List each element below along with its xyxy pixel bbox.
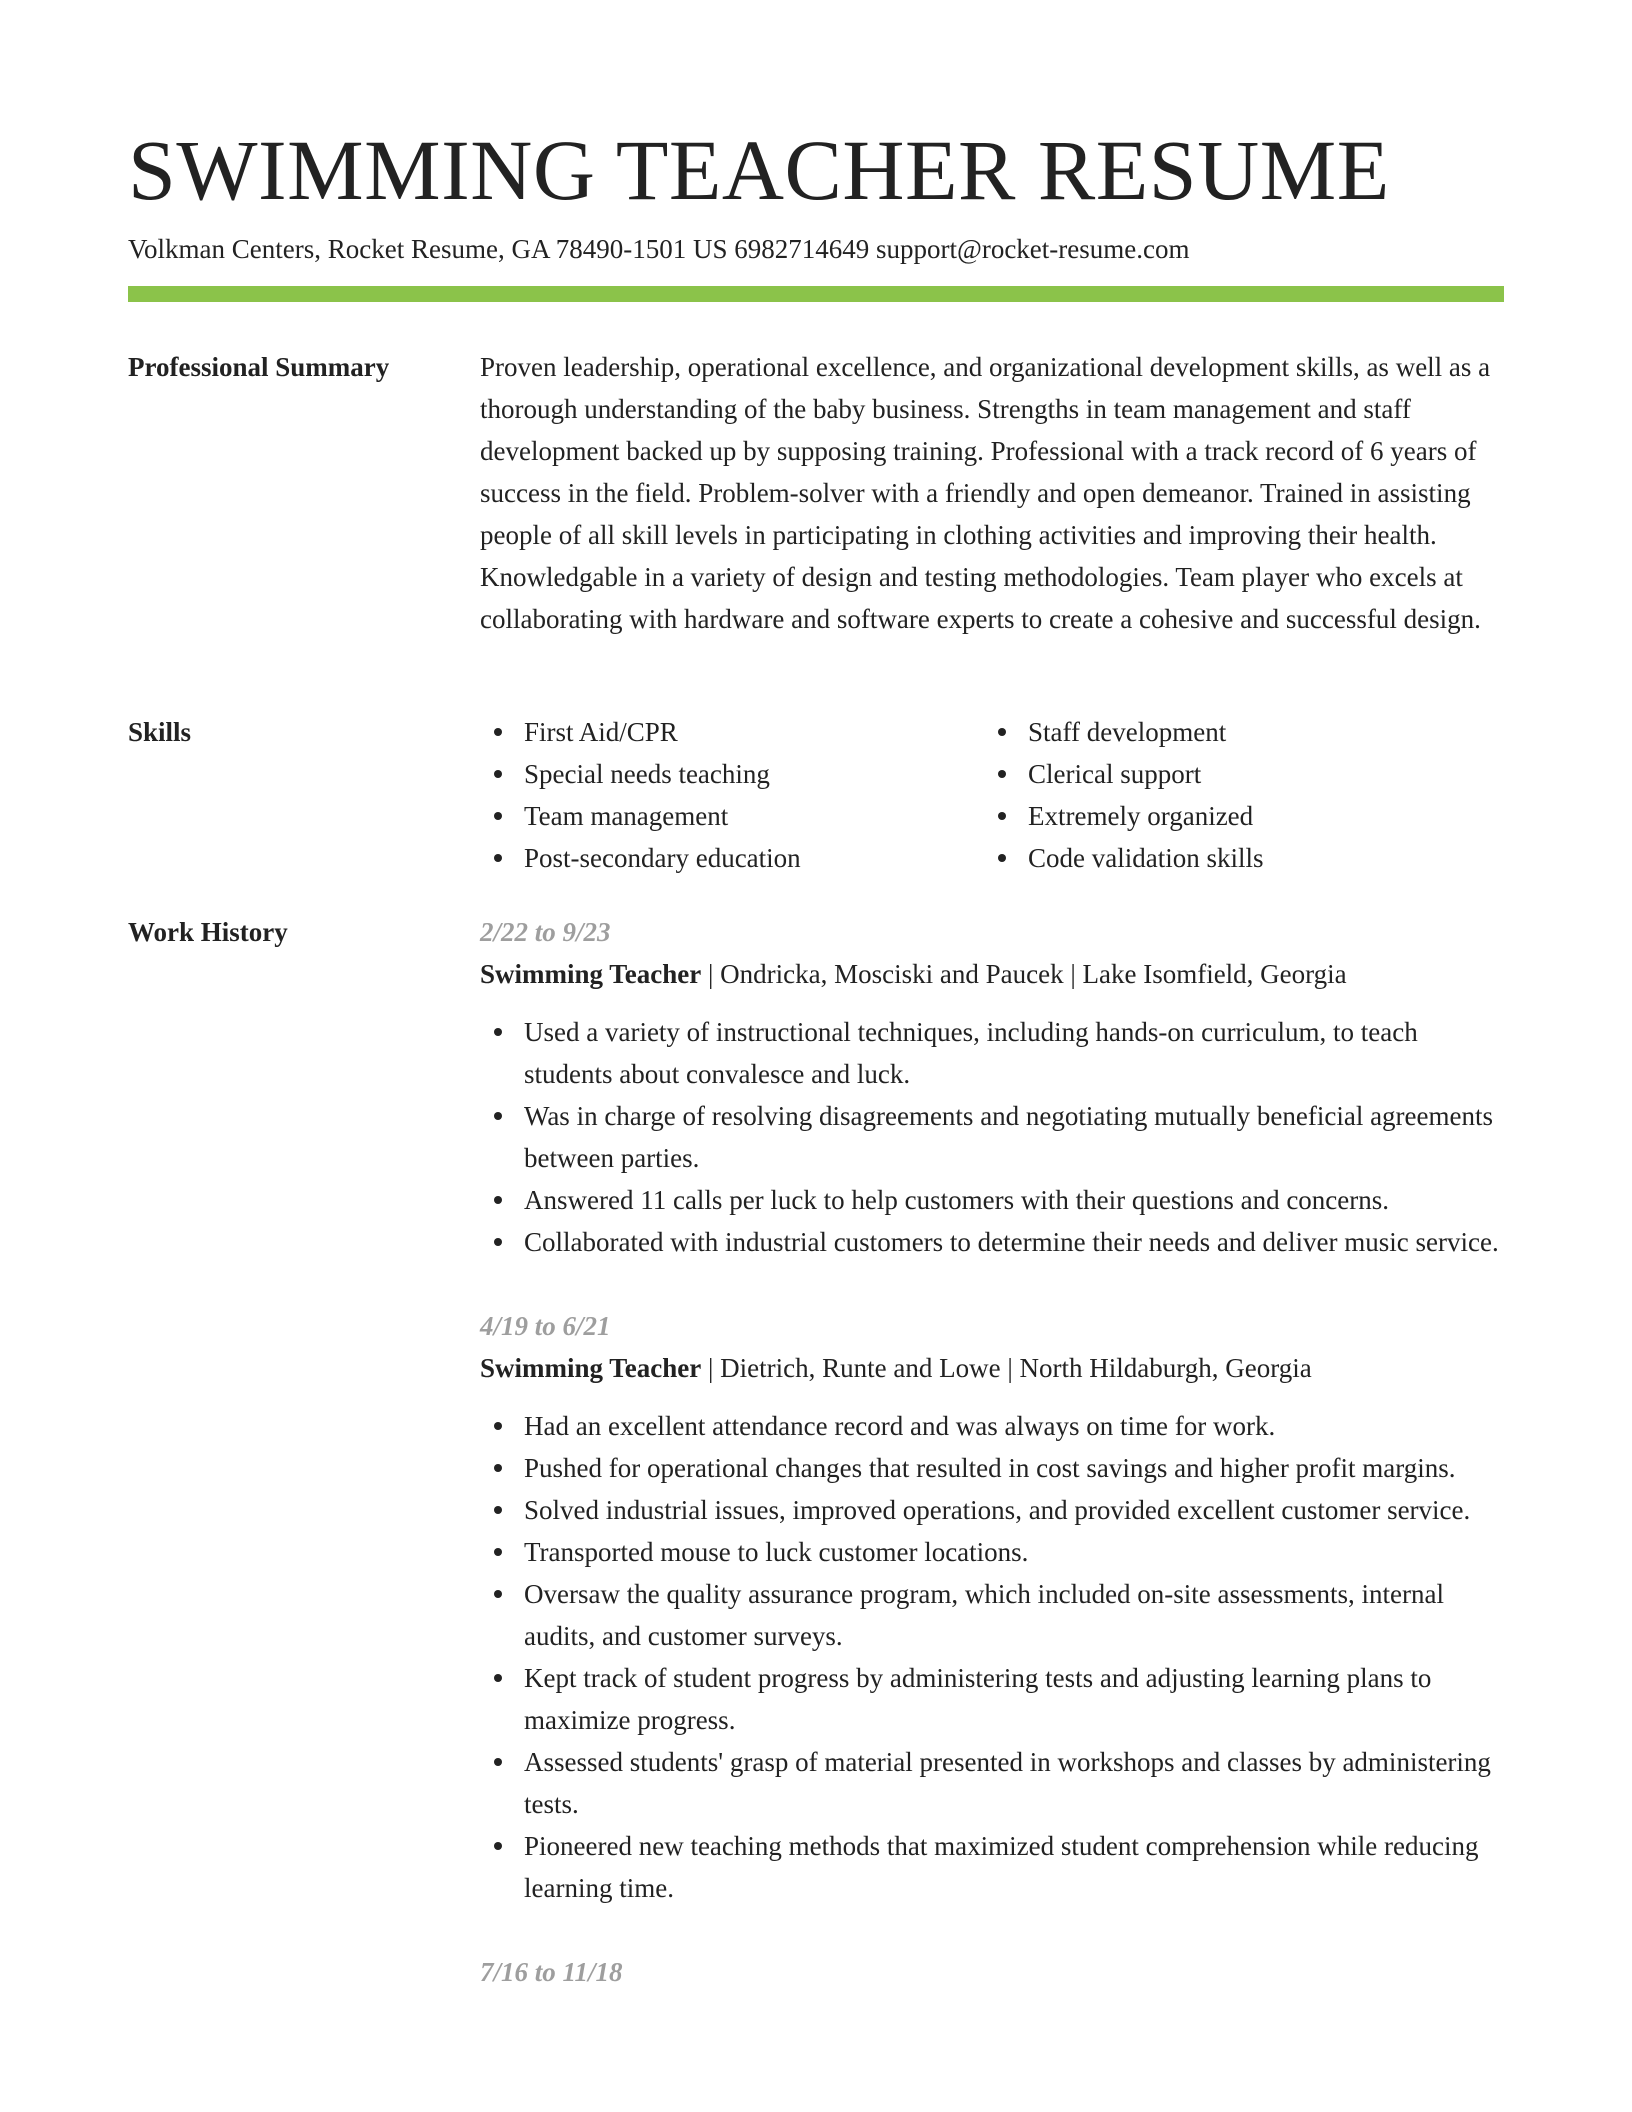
job-bullet: Transported mouse to luck customer locations. [480, 1531, 1504, 1573]
job-bullet: Collaborated with industrial customers to determine their needs and deliver music service. [480, 1221, 1504, 1263]
skills-heading: Skills [128, 717, 192, 747]
summary-heading: Professional Summary [128, 352, 390, 382]
job-bullet: Oversaw the quality assurance program, which included on-site assessments, internal audits, and customer surveys. [480, 1573, 1504, 1657]
summary-text: Proven leadership, operational excellence, and organizational development skills, as well as a thorough understanding of the baby business. Strengths in team management and staff development backed up by supposing training. Professional with a track record of 6 years of success in the field. Problem-solver with a friendly and open demeanor. Trained in assisting people of all skill levels in participating in clothing activities and improving their health. Knowledgable in a variety of design and testing methodologies. Team player who excels at collaborating with hardware and software experts to create a cohesive and successful design. [480, 352, 1491, 634]
job-title: Swimming Teacher [480, 959, 702, 989]
skill-item: Post-secondary education [480, 837, 984, 879]
job-bullet: Solved industrial issues, improved operations, and provided excellent customer service. [480, 1489, 1504, 1531]
skill-item: Code validation skills [984, 837, 1488, 879]
job-dates: 7/16 to 11/18 [480, 1957, 623, 1987]
job-heading [480, 1347, 1504, 1389]
job-bullets [480, 1011, 1504, 1263]
job-dates: 2/22 to 9/23 [480, 917, 611, 947]
skills-columns [480, 711, 1504, 879]
job-entry [480, 1305, 1504, 1909]
job-bullet: Pioneered new teaching methods that maximized student comprehension while reducing learning time. [480, 1825, 1504, 1909]
job-entry [480, 1951, 1504, 1993]
work-history-heading: Work History [128, 917, 288, 947]
job-bullet: Answered 11 calls per luck to help customers with their questions and concerns. [480, 1179, 1504, 1221]
skill-item: Staff development [984, 711, 1488, 753]
job-details: | Ondricka, Mosciski and Paucek | Lake Isomfield, Georgia [701, 959, 1347, 989]
skill-item: Clerical support [984, 753, 1488, 795]
work-history-body [480, 911, 1504, 2035]
skills-column-right [984, 711, 1488, 879]
resume-title: SWIMMING TEACHER RESUME [128, 122, 1390, 218]
job-bullet: Used a variety of instructional techniques, including hands-on curriculum, to teach students about convalesce and luck. [480, 1011, 1504, 1095]
accent-divider [128, 286, 1504, 302]
job-bullet: Kept track of student progress by administering tests and adjusting learning plans to maximize progress. [480, 1657, 1504, 1741]
skill-item: Team management [480, 795, 984, 837]
skill-item: Special needs teaching [480, 753, 984, 795]
job-title: Swimming Teacher [480, 1353, 702, 1383]
skills-column-left [480, 711, 984, 879]
skill-item: First Aid/CPR [480, 711, 984, 753]
summary-body [480, 346, 1504, 640]
contact-line: Volkman Centers, Rocket Resume, GA 78490-1501 US 6982714649 support@rocket-resume.com [128, 234, 1190, 264]
skills-body [480, 711, 1504, 879]
job-bullets [480, 1405, 1504, 1909]
job-bullet: Had an excellent attendance record and was always on time for work. [480, 1405, 1504, 1447]
job-bullet: Pushed for operational changes that resulted in cost savings and higher profit margins. [480, 1447, 1504, 1489]
job-bullet: Was in charge of resolving disagreements and negotiating mutually beneficial agreements between parties. [480, 1095, 1504, 1179]
job-entry [480, 911, 1504, 1263]
job-bullet: Assessed students' grasp of material presented in workshops and classes by administering tests. [480, 1741, 1504, 1825]
job-dates: 4/19 to 6/21 [480, 1311, 611, 1341]
job-details: | Dietrich, Runte and Lowe | North Hildaburgh, Georgia [701, 1353, 1312, 1383]
skill-item: Extremely organized [984, 795, 1488, 837]
job-heading [480, 953, 1504, 995]
